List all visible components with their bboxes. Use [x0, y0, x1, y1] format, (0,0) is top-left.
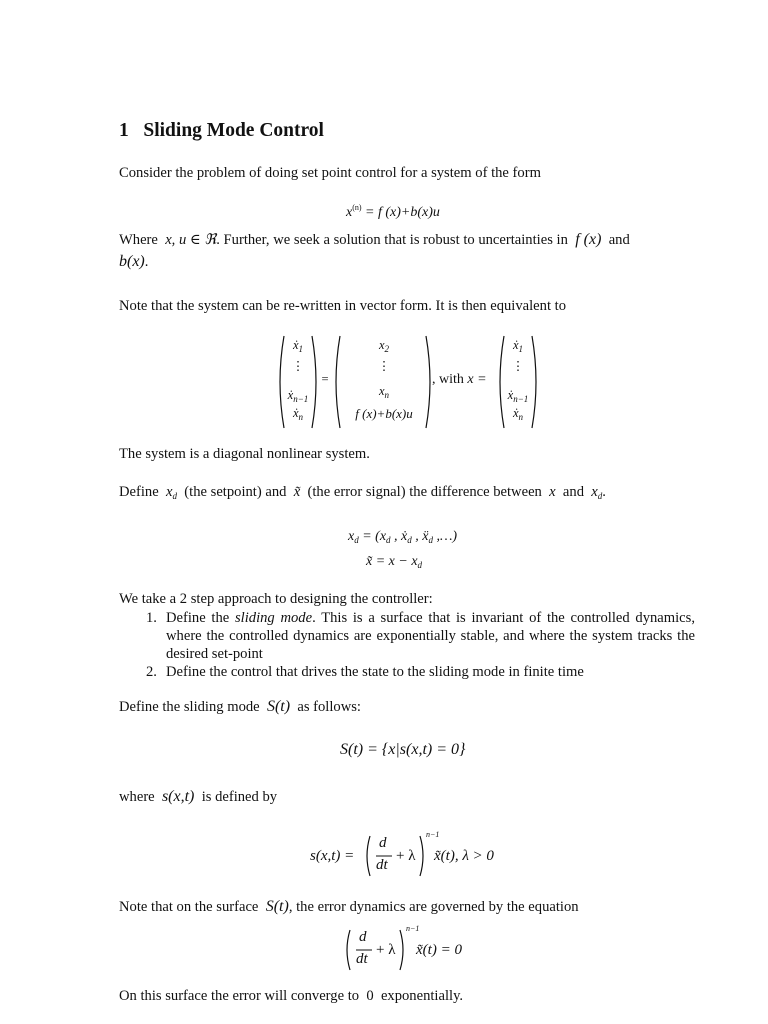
p8-sxt: s(x,t)	[161, 788, 195, 805]
cell-fxbxu: f (x)+b(x)u	[355, 406, 413, 421]
with-label: , with	[432, 372, 464, 387]
p2-text-g: .	[144, 254, 149, 270]
eq1-sup: (n)	[352, 203, 362, 212]
section-heading	[119, 120, 324, 142]
list-item-text: Define the	[166, 610, 235, 626]
eq5-parens	[344, 926, 406, 974]
list-item-text-post: . This is a surface that is invariant of the controlled dynamics, where the controlled dynamics are exponentially stable, and where the system tracks the desired set-point	[166, 610, 695, 662]
list-item	[119, 663, 695, 681]
paragraph-two-step: We take a 2 step approach to designing the controller:	[119, 591, 433, 607]
paragraph-error-dynamics	[119, 898, 579, 916]
with-text	[432, 372, 498, 388]
paragraph-intro: Consider the problem of doing set point control for a system of the form	[119, 165, 541, 181]
p2-math-f: f (x)	[575, 231, 602, 248]
paragraph-diagonal: The system is a diagonal nonlinear system.	[119, 446, 370, 462]
p5-g: and	[562, 484, 584, 500]
eq4-plus-lambda: + λ	[396, 848, 416, 864]
paragraph-where-s	[119, 788, 277, 806]
p7-c: as follows:	[297, 699, 361, 715]
p10-zero: 0	[366, 988, 374, 1004]
steps-list	[119, 609, 695, 681]
p9-a: Note that on the surface	[119, 899, 259, 915]
equals-sign: =	[321, 372, 329, 386]
p5-xd2: $x_d$	[591, 484, 603, 501]
eq2-line1: $x_d = (x_d$ , ẋ$_d$ , ẍ$_d$ ,…)	[348, 529, 458, 545]
eq2-line2: x̃ = $x - x_d$	[366, 554, 423, 570]
p7-a: Define the sliding mode	[119, 699, 260, 715]
p9-c: , the error dynamics are governed by the equation	[288, 899, 579, 915]
eq4-d: d	[379, 835, 387, 851]
cell-vdots-1: ⋮	[291, 359, 305, 373]
cell-vdots-3: ⋮	[511, 359, 525, 373]
vector-equation	[276, 334, 546, 430]
p5-x: x	[549, 484, 556, 500]
paragraph-define-sliding	[119, 698, 361, 716]
eq4-parens	[364, 832, 426, 880]
equation-sliding-set: S(t) = {x|s(x,t) = 0}	[340, 741, 466, 758]
cell-xdot-n: ẋ$_n$	[292, 406, 304, 422]
eq4-exponent: n−1	[426, 830, 440, 839]
cell-xdot-1: ẋ$_1$	[292, 338, 304, 354]
cell-xn: $x_n$	[378, 384, 390, 400]
cell-vdots-2: ⋮	[377, 359, 391, 373]
cell-xdot-1b: ẋ$_1$	[512, 338, 524, 354]
p10-c: exponentially.	[380, 988, 464, 1004]
eq4-lhs: s(x,t) =	[310, 848, 355, 864]
eq5-d: d	[359, 929, 367, 945]
p8-c: is defined by	[201, 789, 278, 805]
paragraph-vector-form: Note that the system can be re-written in vector form. It is then equivalent to	[119, 298, 566, 314]
list-item	[119, 609, 695, 663]
equation-setpoint	[348, 526, 457, 576]
x-equals: x =	[467, 372, 487, 387]
eq4-tail: x̃(t), λ > 0	[434, 848, 494, 864]
p7-St: S(t)	[266, 698, 291, 715]
eq4-dt: dt	[376, 857, 388, 873]
cell-xdot-nb: ẋ$_n$	[512, 406, 524, 422]
eq5-plus-lambda: + λ	[376, 942, 396, 958]
p5-a: Define	[119, 484, 159, 500]
eq1-lhs: x	[346, 205, 353, 220]
paragraph-converge	[119, 988, 463, 1005]
cell-x2: $x_2$	[378, 338, 390, 354]
equation-system	[346, 203, 440, 221]
section-title: Sliding Mode Control	[143, 120, 324, 141]
p2-math-b: b(x)	[119, 253, 145, 270]
section-number: 1	[119, 120, 129, 141]
p2-text-a: Where	[119, 232, 158, 248]
cell-xdot-n1: ẋ$_{n-1}$	[287, 388, 309, 404]
eq1-rhs: = f (x)+b(x)u	[365, 205, 440, 220]
p5-xtilde: x̃	[293, 484, 301, 500]
paragraph-define-xd	[119, 484, 606, 501]
eq5-exponent: n−1	[406, 924, 420, 933]
cell-xdot-n1b: ẋ$_{n-1}$	[507, 388, 529, 404]
p2-math-xu: x, u ∈ ℜ	[165, 232, 217, 248]
list-item-emphasis: sliding mode	[235, 610, 313, 626]
eq5-tail: x̃(t) = 0	[416, 942, 462, 958]
list-item-number: 2.	[146, 664, 157, 680]
p5-i: .	[602, 484, 606, 500]
p8-a: where	[119, 789, 155, 805]
list-item-text: Define the control that drives the state to the sliding mode in finite time	[166, 664, 584, 680]
p10-a: On this surface the error will converge to	[119, 988, 360, 1004]
p5-c: (the setpoint) and	[184, 484, 287, 500]
p9-St: S(t)	[265, 898, 289, 915]
p2-text-c: . Further, we seek a solution that is robust to uncertainties in	[216, 232, 568, 248]
p5-xd: $x_d$	[166, 484, 177, 501]
list-item-number: 1.	[146, 610, 157, 626]
p2-text-e: and	[608, 232, 630, 248]
paragraph-robust	[119, 229, 695, 273]
eq5-dt: dt	[356, 951, 368, 967]
p5-e: (the error signal) the difference between	[307, 484, 542, 500]
